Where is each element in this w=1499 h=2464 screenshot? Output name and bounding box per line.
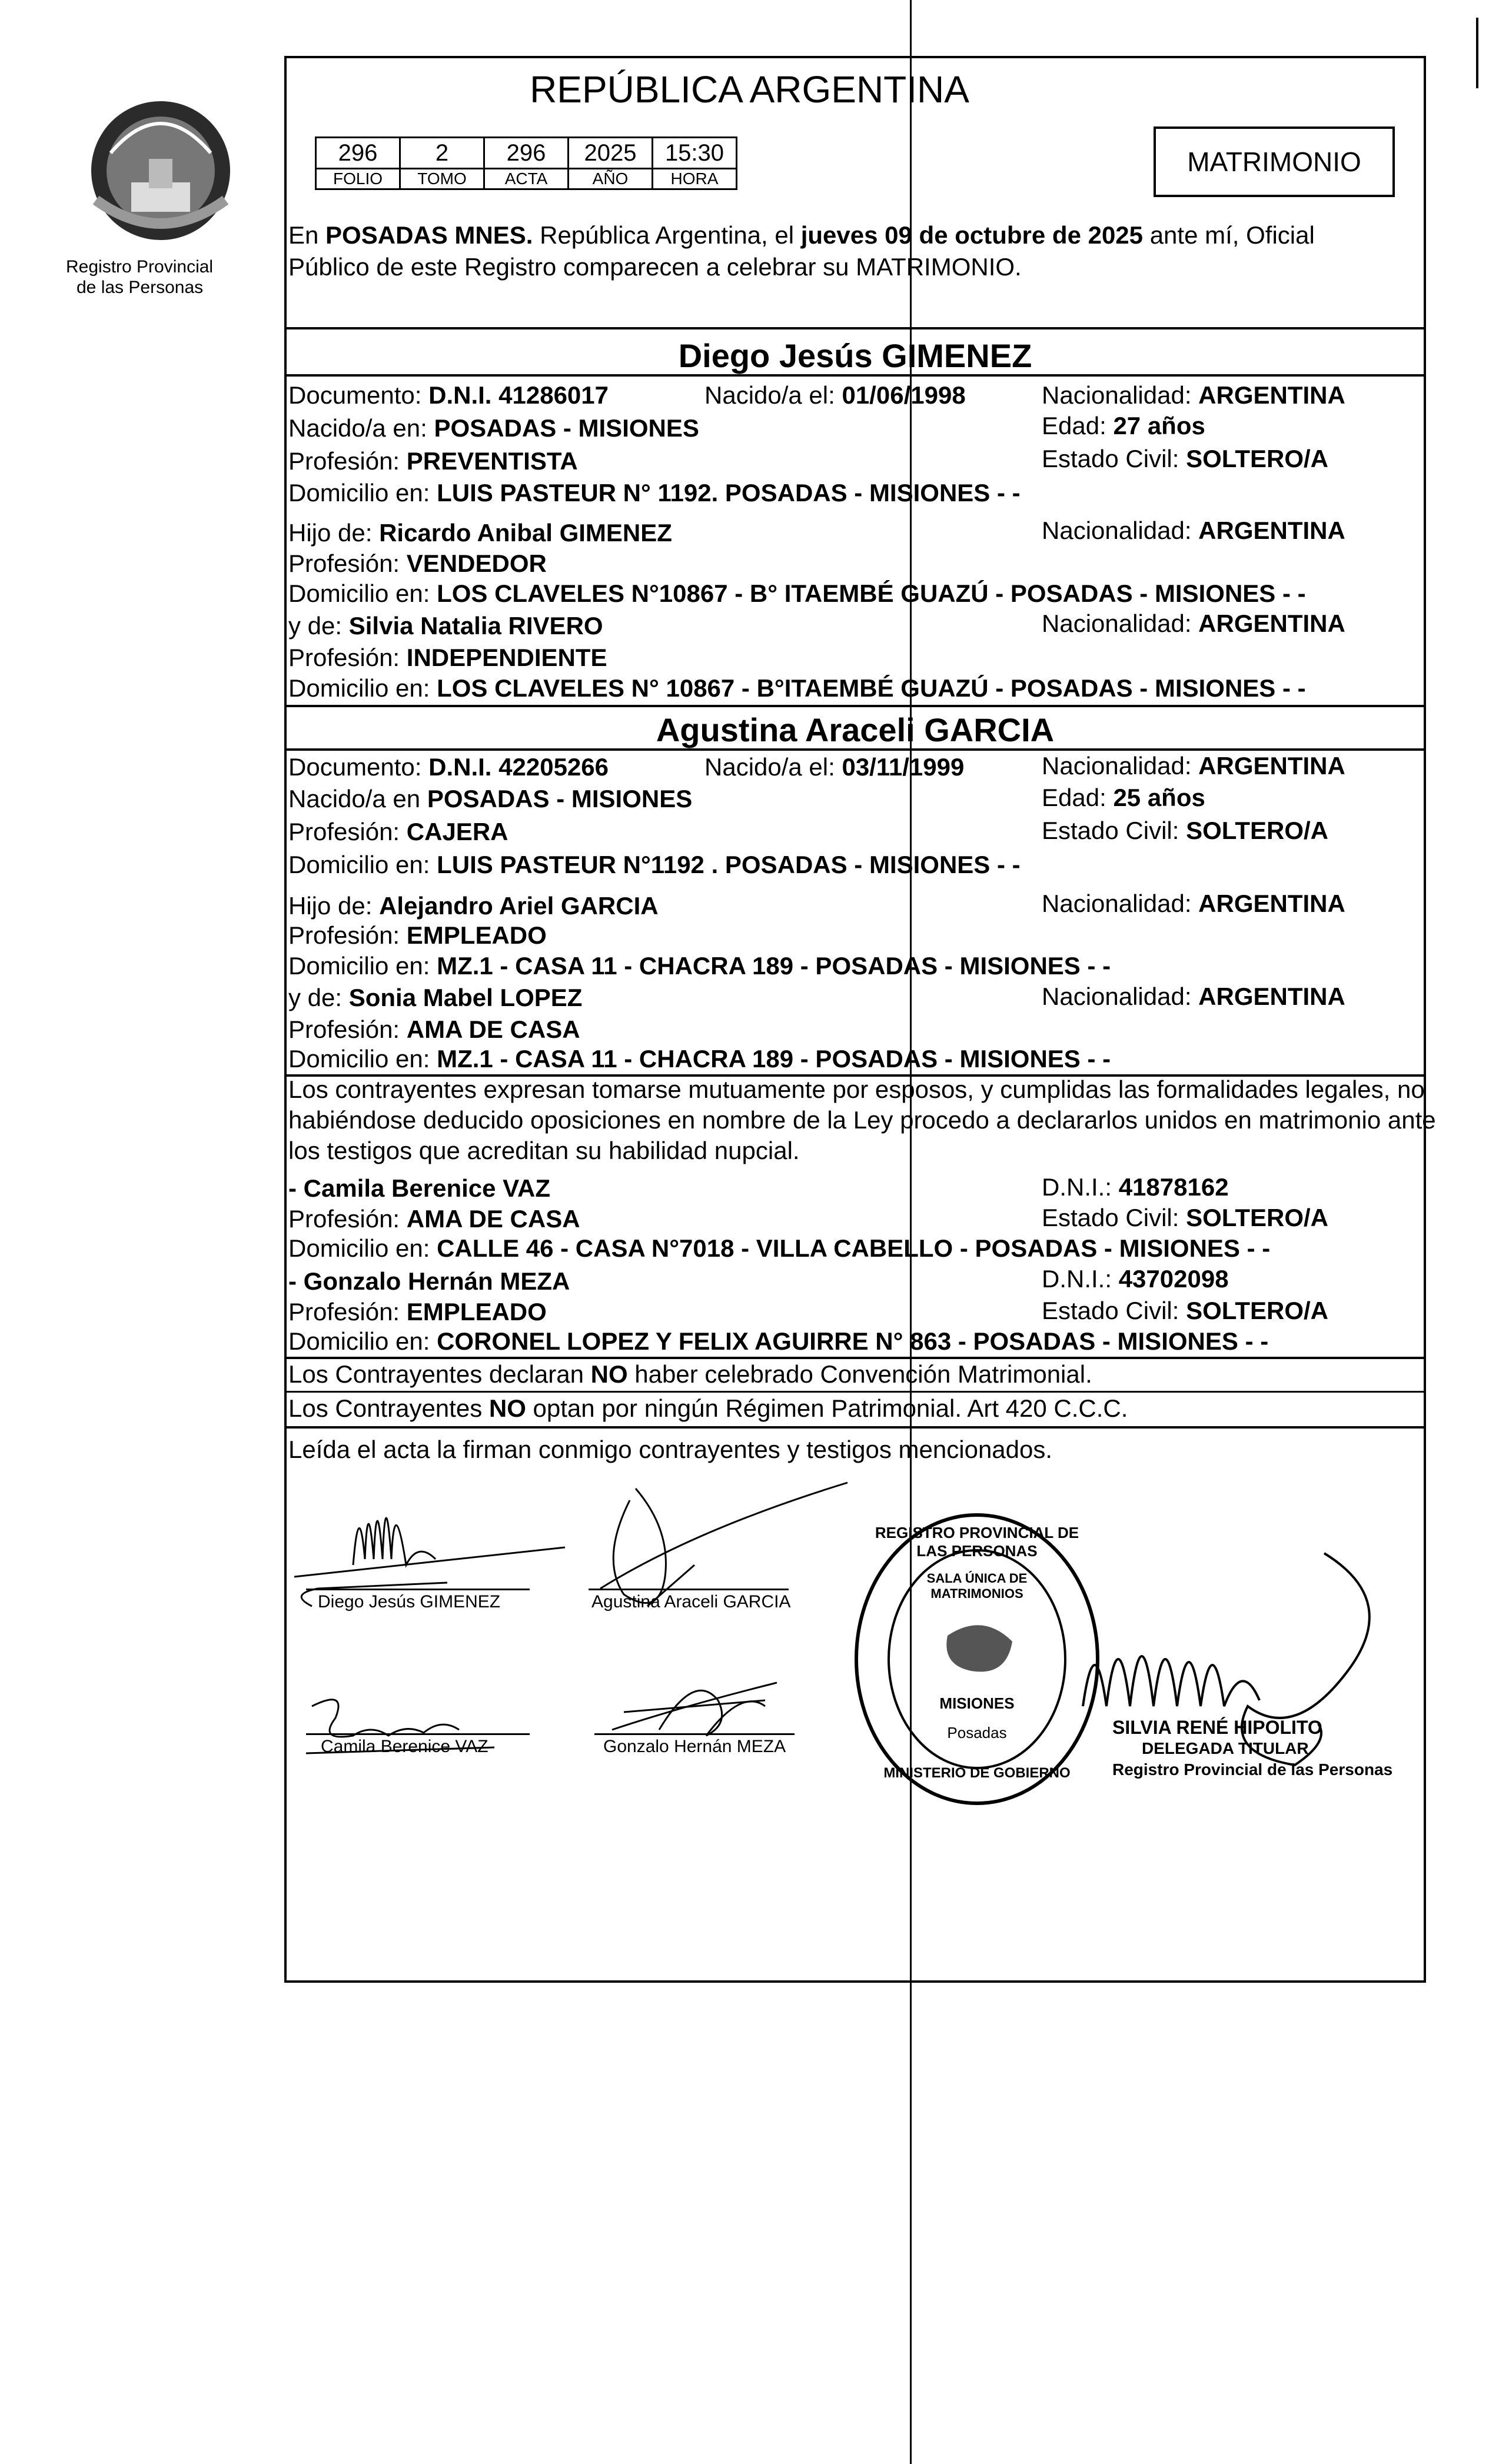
- groom-mother-address: [288, 674, 1306, 702]
- value: 41878162: [1118, 1173, 1229, 1201]
- label: Profesión:: [288, 818, 407, 845]
- value: SOLTERO/A: [1186, 817, 1328, 844]
- value: PREVENTISTA: [406, 447, 578, 475]
- value: EMPLEADO: [406, 921, 547, 949]
- value: AMA DE CASA: [406, 1205, 580, 1233]
- label: Hijo de:: [288, 519, 380, 547]
- value: EMPLEADO: [406, 1298, 547, 1326]
- value: 01/06/1998: [842, 381, 966, 409]
- bride-father-nationality: [1042, 890, 1345, 918]
- witness1-dni: [1042, 1173, 1229, 1201]
- ano-label: AÑO: [569, 169, 653, 189]
- label: Nacionalidad:: [1042, 890, 1199, 917]
- bride-mother-address: [288, 1045, 1111, 1073]
- value: LUIS PASTEUR N° 1192. POSADAS - MISIONES - -: [437, 479, 1021, 507]
- value: CORONEL LOPEZ Y FELIX AGUIRRE N° 863 - POSADAS - MISIONES - -: [437, 1327, 1269, 1355]
- document-type-box: MATRIMONIO: [1154, 126, 1395, 197]
- label: Domicilio en:: [288, 952, 437, 980]
- ano-value: 2025: [569, 138, 653, 169]
- groom-father-nationality: [1042, 517, 1345, 545]
- bride-birthplace: [288, 785, 692, 813]
- groom-age: [1042, 412, 1205, 440]
- bride-nationality: [1042, 752, 1345, 780]
- witness1-address: [288, 1234, 1270, 1263]
- label: Documento:: [288, 381, 429, 409]
- groom-nationality: [1042, 381, 1345, 409]
- groom-mother-nationality: [1042, 610, 1345, 638]
- value: SOLTERO/A: [1186, 1297, 1328, 1324]
- signature-label-witness2: Gonzalo Hernán MEZA: [603, 1737, 786, 1756]
- value: LUIS PASTEUR N°1192 . POSADAS - MISIONES - -: [437, 851, 1021, 878]
- groom-father-address: [288, 580, 1306, 608]
- divider-groom: [284, 705, 1426, 707]
- registry-name-line2: de las Personas: [77, 278, 204, 297]
- signature-label-witness1: Camila Berenice VAZ: [321, 1737, 488, 1756]
- bride-civil-status: [1042, 817, 1328, 845]
- official-stamp: [847, 1506, 1106, 1812]
- groom-father: [288, 519, 672, 547]
- witness1-name: - Camila Berenice VAZ: [288, 1174, 551, 1202]
- registry-name-line1: Registro Provincial: [66, 257, 214, 277]
- intro-p2: República Argentina, el: [533, 221, 801, 249]
- intro-place: POSADAS MNES.: [325, 221, 533, 249]
- stamp-city: Posadas: [947, 1724, 1007, 1742]
- label: Estado Civil:: [1042, 1204, 1186, 1231]
- value: ARGENTINA: [1198, 890, 1345, 917]
- value: SOLTERO/A: [1186, 1204, 1328, 1231]
- label: Nacido/a en:: [288, 414, 434, 442]
- emphasis: NO: [488, 1394, 526, 1422]
- value: Sonia Mabel LOPEZ: [348, 984, 583, 1011]
- label: Hijo de:: [288, 892, 380, 920]
- text: haber celebrado Convención Matrimonial.: [627, 1360, 1092, 1388]
- bride-father-address: [288, 952, 1111, 980]
- divider-intro: [284, 327, 1426, 329]
- label: Nacido/a el:: [704, 753, 842, 781]
- stamp-outer-text: REGISTRO PROVINCIAL DE LAS PERSONAS: [875, 1524, 1079, 1560]
- label: Profesión:: [288, 1015, 407, 1043]
- label: Nacionalidad:: [1042, 983, 1199, 1010]
- witness1-signature: [294, 1683, 506, 1777]
- value: ARGENTINA: [1198, 752, 1345, 780]
- groom-birthdate: [704, 381, 966, 409]
- value: 43702098: [1118, 1265, 1229, 1293]
- label: Nacido/a el:: [704, 381, 842, 409]
- groom-profession: [288, 447, 578, 475]
- value: SOLTERO/A: [1186, 445, 1328, 472]
- label: Nacionalidad:: [1042, 381, 1199, 409]
- value: D.N.I. 42205266: [428, 753, 609, 781]
- value: VENDEDOR: [406, 550, 547, 577]
- record-fields-table: [315, 136, 737, 190]
- label: Profesión:: [288, 1205, 407, 1233]
- groom-document: [288, 381, 609, 409]
- value: LOS CLAVELES N° 10867 - B°ITAEMBÉ GUAZÚ - POSADAS - MISIONES - -: [437, 674, 1306, 702]
- regime-line1: [288, 1360, 1092, 1389]
- bride-address: [288, 851, 1021, 879]
- label: Nacionalidad:: [1042, 752, 1199, 780]
- folio-value: 296: [316, 138, 400, 169]
- folio-label: FOLIO: [316, 169, 400, 189]
- label: y de:: [288, 612, 349, 640]
- label: y de:: [288, 984, 349, 1011]
- label: Profesión:: [288, 550, 407, 577]
- value: POSADAS - MISIONES: [434, 414, 699, 442]
- bride-document: [288, 753, 609, 781]
- witness1-civil-status: [1042, 1204, 1328, 1232]
- label: Edad:: [1042, 412, 1114, 439]
- signature-line-bride: [589, 1589, 789, 1590]
- value: ARGENTINA: [1198, 983, 1345, 1010]
- text: optan por ningún Régimen Patrimonial. Art 420 C.C.C.: [526, 1394, 1128, 1422]
- value: D.N.I. 41286017: [428, 381, 609, 409]
- bride-mother-nationality: [1042, 983, 1345, 1011]
- value: 25 años: [1113, 784, 1205, 811]
- label: Domicilio en:: [288, 479, 437, 507]
- text: Los Contrayentes: [288, 1394, 489, 1422]
- label: Domicilio en:: [288, 1327, 437, 1355]
- label: Estado Civil:: [1042, 817, 1186, 844]
- label: Domicilio en:: [288, 851, 437, 878]
- hora-value: 15:30: [653, 138, 737, 169]
- value: ARGENTINA: [1198, 517, 1345, 544]
- bride-birthdate: [704, 753, 964, 781]
- divider-groom-name: [284, 374, 1426, 377]
- tomo-label: TOMO: [400, 169, 484, 189]
- value: AMA DE CASA: [406, 1015, 580, 1043]
- groom-father-profession: [288, 550, 547, 578]
- value: INDEPENDIENTE: [406, 644, 607, 671]
- value: ARGENTINA: [1198, 381, 1345, 409]
- value: CAJERA: [406, 818, 508, 845]
- label: Profesión:: [288, 921, 407, 949]
- value: MZ.1 - CASA 11 - CHACRA 189 - POSADAS - MISIONES - -: [437, 952, 1111, 980]
- label: Domicilio en:: [288, 1234, 437, 1262]
- value: POSADAS - MISIONES: [427, 785, 693, 813]
- witness2-name: - Gonzalo Hernán MEZA: [288, 1267, 570, 1295]
- bride-mother-profession: [288, 1015, 580, 1044]
- divider-regime-end: [284, 1426, 1426, 1429]
- divider-regime: [284, 1391, 1426, 1393]
- value: LOS CLAVELES N°10867 - B° ITAEMBÉ GUAZÚ - POSADAS - MISIONES - -: [437, 580, 1306, 607]
- witness2-dni: [1042, 1265, 1229, 1293]
- emphasis: NO: [590, 1360, 628, 1388]
- value: Ricardo Anibal GIMENEZ: [379, 519, 672, 547]
- text: Los Contrayentes declaran: [288, 1360, 591, 1388]
- acta-value: 296: [484, 138, 569, 169]
- value: 27 años: [1113, 412, 1205, 439]
- label: D.N.I.:: [1042, 1173, 1119, 1201]
- label: Documento:: [288, 753, 429, 781]
- witness2-civil-status: [1042, 1297, 1328, 1325]
- acta-label: ACTA: [484, 169, 569, 189]
- page-title: REPÚBLICA ARGENTINA: [530, 68, 969, 111]
- label: Estado Civil:: [1042, 445, 1186, 472]
- value: 03/11/1999: [842, 753, 965, 781]
- witness1-profession: [288, 1205, 580, 1233]
- label: Nacionalidad:: [1042, 517, 1199, 544]
- label: Domicilio en:: [288, 674, 437, 702]
- bride-name: Agustina Araceli GARCIA: [656, 711, 1055, 748]
- witness2-profession: [288, 1298, 547, 1326]
- label: Edad:: [1042, 784, 1114, 811]
- groom-mother: [288, 612, 603, 640]
- intro-line2: Público de este Registro comparecen a celebrar su MATRIMONIO.: [288, 253, 1022, 281]
- stamp-state: MISIONES: [939, 1694, 1015, 1712]
- signature-label-groom: Diego Jesús GIMENEZ: [318, 1592, 501, 1611]
- divider-bride-name: [284, 748, 1426, 751]
- intro-p1: En: [288, 221, 326, 249]
- label: Estado Civil:: [1042, 1297, 1186, 1324]
- declaration-line1: Los contrayentes expresan tomarse mutuamente por esposos, y cumplidas las formalidades legales, no: [288, 1075, 1425, 1103]
- label: Nacionalidad:: [1042, 610, 1199, 637]
- value: ARGENTINA: [1198, 610, 1345, 637]
- bride-profession: [288, 818, 508, 846]
- closing-statement: Leída el acta la firman conmigo contrayentes y testigos mencionados.: [288, 1436, 1053, 1463]
- label: Profesión:: [288, 447, 407, 475]
- signature-line-groom: [306, 1589, 530, 1590]
- declaration-line3: los testigos que acreditan su habilidad nupcial.: [288, 1137, 800, 1164]
- witness2-address: [288, 1327, 1268, 1356]
- official-org: Registro Provincial de las Personas: [1112, 1760, 1393, 1779]
- signature-line-witness2: [594, 1733, 795, 1735]
- groom-address: [288, 479, 1021, 507]
- stamp-ministry: MINISTERIO DE GOBIERNO: [883, 1765, 1071, 1781]
- groom-birthplace: [288, 414, 699, 442]
- official-role: DELEGADA TITULAR: [1142, 1739, 1309, 1757]
- intro-line1: [288, 221, 1315, 249]
- groom-mother-profession: [288, 644, 607, 672]
- value: Alejandro Ariel GARCIA: [379, 892, 659, 920]
- label: Profesión:: [288, 644, 407, 671]
- label: Domicilio en:: [288, 1045, 437, 1073]
- official-name: SILVIA RENÉ HIPOLITO: [1112, 1717, 1322, 1738]
- bride-mother: [288, 984, 582, 1012]
- label: D.N.I.:: [1042, 1265, 1119, 1293]
- signature-line-witness1: [306, 1733, 530, 1735]
- bride-father-profession: [288, 921, 547, 950]
- bride-father: [288, 892, 659, 920]
- declaration-line2: habiéndose deducido oposiciones en nombre de la Ley procedo a declararlos unidos en matrimonio ante: [288, 1106, 1436, 1134]
- label: Domicilio en:: [288, 580, 437, 607]
- groom-name: Diego Jesús GIMENEZ: [678, 337, 1032, 374]
- regime-line2: [288, 1394, 1128, 1423]
- value: Silvia Natalia RIVERO: [348, 612, 603, 640]
- intro-date: jueves 09 de octubre de 2025: [800, 221, 1144, 249]
- signature-label-bride: Agustina Araceli GARCIA: [591, 1592, 791, 1611]
- value: MZ.1 - CASA 11 - CHACRA 189 - POSADAS - MISIONES - -: [437, 1045, 1111, 1073]
- value: CALLE 46 - CASA N°7018 - VILLA CABELLO - POSADAS - MISIONES - -: [437, 1234, 1271, 1262]
- hora-label: HORA: [653, 169, 737, 189]
- bride-age: [1042, 784, 1205, 812]
- label: Profesión:: [288, 1298, 407, 1326]
- intro-p3: ante mí, Oficial: [1143, 221, 1315, 249]
- groom-civil-status: [1042, 445, 1328, 473]
- stamp-inner-text: SALA ÚNICA DE MATRIMONIOS: [926, 1571, 1028, 1601]
- tomo-value: 2: [400, 138, 484, 169]
- divider-witnesses: [284, 1357, 1426, 1359]
- label: Nacido/a en: [288, 785, 427, 813]
